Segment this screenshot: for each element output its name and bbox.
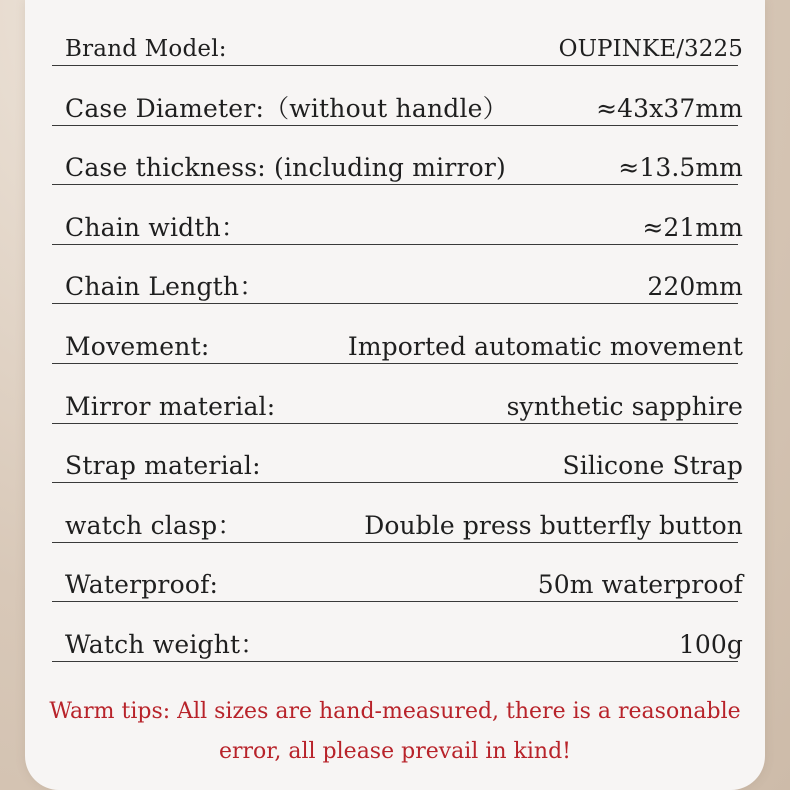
spec-value: Silicone Strap bbox=[562, 451, 743, 481]
spec-value: 100g bbox=[678, 629, 743, 659]
spec-label: Watch weight： bbox=[65, 629, 266, 659]
spec-value: Double press butterfly button bbox=[364, 510, 743, 540]
warm-tips-note bbox=[25, 692, 765, 772]
spec-label: Chain Length： bbox=[65, 272, 265, 302]
spec-label: Strap material: bbox=[65, 451, 261, 481]
warm-tips-line-1: Warm tips: All sizes are hand-measured, there is a reasonable bbox=[49, 699, 741, 724]
spec-value: Imported automatic movement bbox=[347, 331, 743, 361]
spec-value: 50m waterproof bbox=[537, 570, 743, 600]
spec-row-case-diameter bbox=[52, 66, 743, 126]
spec-row-chain-width bbox=[52, 185, 743, 245]
spec-label: Case Diameter:（without handle） bbox=[65, 93, 508, 123]
spec-value: synthetic sapphire bbox=[506, 391, 743, 421]
spec-row-watch-weight bbox=[52, 602, 743, 662]
spec-row-watch-clasp bbox=[52, 483, 743, 543]
spec-row-chain-length bbox=[52, 245, 743, 305]
spec-row-brand-model bbox=[52, 9, 743, 66]
spec-label: Movement: bbox=[65, 331, 210, 361]
spec-value: ≈21mm bbox=[642, 212, 743, 242]
spec-label: Chain width： bbox=[65, 212, 247, 242]
spec-label: Waterproof: bbox=[65, 570, 219, 600]
spec-table bbox=[52, 9, 743, 662]
spec-value: ≈43x37mm bbox=[596, 93, 743, 123]
spec-label: Brand Model: bbox=[65, 36, 227, 62]
spec-label: Case thickness: (including mirror) bbox=[65, 153, 506, 183]
spec-value: ≈13.5mm bbox=[618, 153, 743, 183]
spec-label: Mirror material: bbox=[65, 391, 276, 421]
spec-value: OUPINKE/3225 bbox=[558, 36, 743, 62]
spec-row-movement bbox=[52, 304, 743, 364]
warm-tips-line-2: error, all please prevail in kind! bbox=[218, 739, 571, 764]
spec-label: watch clasp： bbox=[65, 510, 243, 540]
spec-row-strap-material bbox=[52, 424, 743, 484]
spec-row-waterproof bbox=[52, 543, 743, 603]
spec-card bbox=[25, 0, 765, 790]
spec-row-case-thickness bbox=[52, 126, 743, 186]
spec-value: 220mm bbox=[647, 272, 743, 302]
spec-row-mirror-material bbox=[52, 364, 743, 424]
